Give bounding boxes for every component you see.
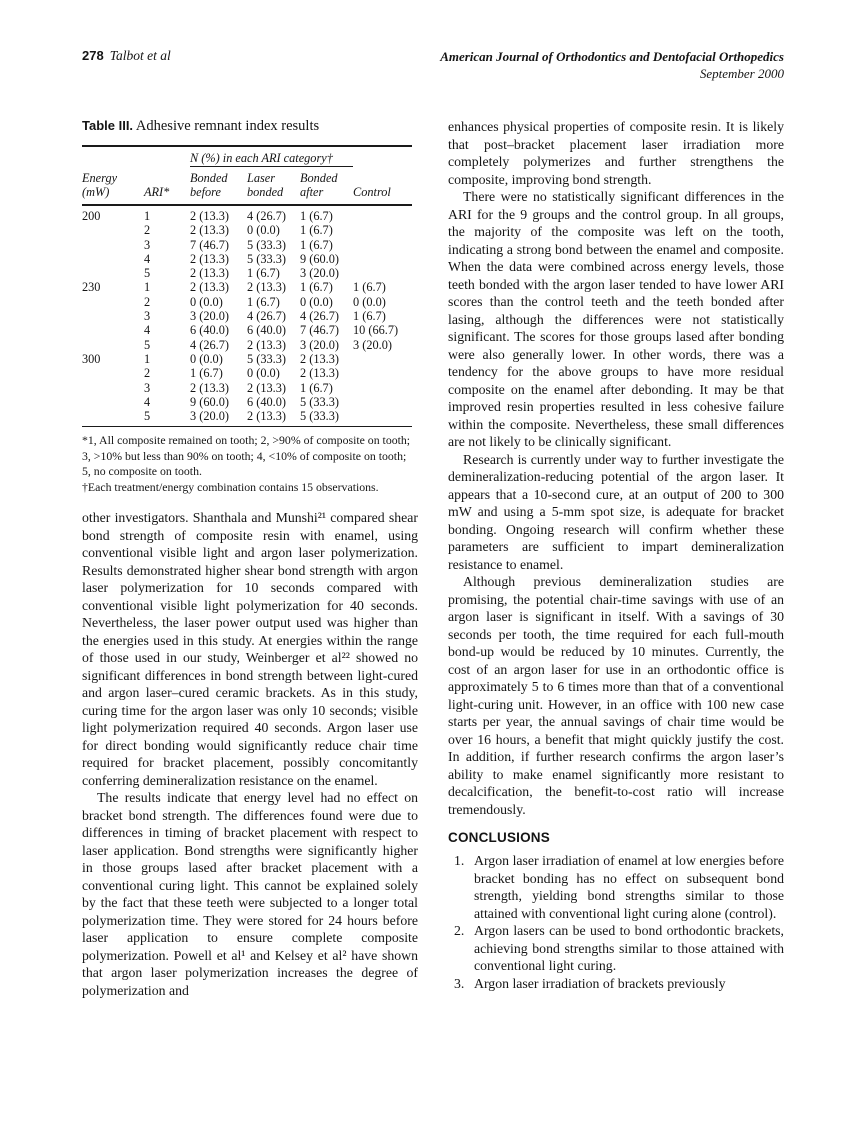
table-row xyxy=(82,295,412,309)
table-row xyxy=(82,309,412,323)
table-cell: 2 xyxy=(144,294,151,309)
table-cell: 230 xyxy=(82,280,101,295)
left-column-text xyxy=(82,509,418,999)
table-cell xyxy=(82,266,144,280)
table-cell: 2 (13.3) xyxy=(300,351,339,366)
table-cell: 2 (13.3) xyxy=(190,223,229,238)
table-cell xyxy=(353,252,412,266)
table-cell: 1 (6.7) xyxy=(300,209,333,223)
table-cell: 5 xyxy=(144,266,151,281)
column-header-laser-bonded: Laser bonded xyxy=(247,167,300,206)
table-cell: 1 (6.7) xyxy=(247,294,280,309)
running-header-left xyxy=(82,48,171,64)
table-cell: 3 (20.0) xyxy=(300,337,339,352)
table-label: Table III. xyxy=(82,118,134,133)
table-row xyxy=(82,280,412,294)
table-cell: 9 (60.0) xyxy=(300,251,339,266)
conclusion-item: Argon laser irradiation of brackets previously xyxy=(474,975,726,991)
table-cell: 0 (0.0) xyxy=(300,294,333,309)
running-header xyxy=(82,48,784,82)
table-cell: 2 (13.3) xyxy=(300,366,339,381)
table-cell: 2 (13.3) xyxy=(190,380,229,395)
conclusions-list xyxy=(448,852,784,992)
table-row xyxy=(82,366,412,380)
page-number: 278 xyxy=(82,48,104,63)
table-cell xyxy=(82,252,144,266)
paragraph: Although previous demineralization studies are promising, the potential chair-time savings with use of an argon laser is significant in itself. With a savings of 30 seconds per tooth, the time required for each full-mouth bond-up would be reduced by 10 minutes. Currently, the cost of an argon laser for use in an orthodontic office is approximately 5 to 6 times more than that of a conventional light-curing unit. However, in an office with 100 new case starts per year, the annual savings of chair time would be over 16 hours, a benefit that might quickly justify the cost. In addition, if further research confirms the argon laser’s ability to make enamel significantly more resistant to decalcification, the benefit-to-cost ratio will increase tremendously. xyxy=(448,574,784,817)
table-row xyxy=(82,338,412,352)
table-row xyxy=(82,409,412,427)
table-cell: 1 (6.7) xyxy=(247,266,280,281)
table-cell: 3 xyxy=(144,309,151,324)
table-cell: 0 (0.0) xyxy=(190,294,223,309)
table-cell: 0 (0.0) xyxy=(190,351,223,366)
table-cell xyxy=(82,395,144,409)
table-cell: 2 (13.3) xyxy=(247,280,286,295)
table-cell xyxy=(82,309,144,323)
conclusions-heading: CONCLUSIONS xyxy=(448,830,550,845)
ari-results-table xyxy=(82,145,412,427)
table-cell: 1 (6.7) xyxy=(190,366,223,381)
paragraph: The results indicate that energy level had no effect on bracket bond strength. The differences found were due to differences in timing of bracket placement with respect to laser application. Bond strengths were significantly higher in those groups lased after bracket placement with a conventional curing light. This cannot be explained solely by the fact that these teeth were subjected to a longer total polymerization time. They were stored for 24 hours before laser application to ensure complete composite polymerization. Powell et al¹ and Kelsey et al² have shown that argon laser polymerization increases the degree of polymerization and xyxy=(82,790,418,998)
column-header-ari: ARI* xyxy=(144,167,190,206)
table-cell: 4 (26.7) xyxy=(300,309,339,324)
table-row xyxy=(82,323,412,337)
table-cell: 2 xyxy=(144,366,151,381)
right-column-text xyxy=(448,118,784,818)
table-cell: 5 xyxy=(144,337,151,352)
table-cell: 5 xyxy=(144,409,190,427)
table-cell: 4 xyxy=(144,323,151,338)
conclusion-item: Argon lasers can be used to bond orthodontic brackets, achieving bond strengths similar to those attained with conventional light curing. xyxy=(474,923,784,973)
table-cell xyxy=(82,338,144,352)
table-cell: 4 xyxy=(144,251,151,266)
table-cell xyxy=(82,323,144,337)
table-cell: 1 (6.7) xyxy=(300,280,333,295)
table-cell: 2 (13.3) xyxy=(247,337,286,352)
table-cell xyxy=(353,395,412,409)
table-cell: 5 (33.3) xyxy=(247,251,286,266)
table-cell: 3 xyxy=(144,380,151,395)
table-cell xyxy=(353,266,412,280)
table-cell: 1 xyxy=(144,280,151,295)
table-cell: 3 (20.0) xyxy=(353,337,392,352)
right-column xyxy=(448,118,784,999)
column-header-control: Control xyxy=(353,167,412,206)
conclusion-item: Argon laser irradiation of enamel at low energies before bracket bonding has no effect on subsequent bond strength, yielding bond strengths similar to those attained with conventional light curing alone (control). xyxy=(474,853,784,921)
left-column xyxy=(82,118,418,999)
paragraph: There were no statistically significant differences in the ARI for the 9 groups and the control group. In all groups, the majority of the composite was left on the tooth, indicating a strong bond between the enamel and composite. When the data were combined across energy levels, those teeth bonded with the argon laser tended to have lower ARI scores than the control teeth and the teeth bonded after lasing, although the differences were not statistically significant. The scores for those groups lased after bonding were also generally lower. In other words, there was a tendency for the above groups to have more residual composite on the enamel after debonding. It may be that improved resin properties resulted in less cohesive failure within the composite. Nevertheless, these small differences are not likely to be clinically significant. xyxy=(448,189,784,449)
table-row xyxy=(82,352,412,366)
table-cell: 9 (60.0) xyxy=(190,394,229,409)
table-cell: 5 (33.3) xyxy=(247,237,286,252)
table-cell xyxy=(353,238,412,252)
table-cell xyxy=(353,352,412,366)
table-cell: 7 (46.7) xyxy=(300,323,339,338)
table-cell: 2 (13.3) xyxy=(190,266,229,281)
table-cell: 2 xyxy=(144,223,151,238)
table-cell: 2 (13.3) xyxy=(190,209,229,223)
table-cell: 3 (20.0) xyxy=(190,309,229,324)
table-cell: 10 (66.7) xyxy=(353,323,399,338)
column-header-row xyxy=(82,167,412,206)
issue-date: September 2000 xyxy=(699,66,784,81)
running-header-right xyxy=(440,48,784,82)
table-caption: Adhesive remnant index results xyxy=(135,118,320,134)
running-authors: Talbot et al xyxy=(109,48,171,63)
column-header-energy: Energy (mW) xyxy=(82,167,144,206)
table-cell xyxy=(82,381,144,395)
table-row xyxy=(82,266,412,280)
two-column-body xyxy=(82,118,784,999)
table-cell: 4 (26.7) xyxy=(190,337,229,352)
table-cell: 1 (6.7) xyxy=(300,380,333,395)
table-cell: 7 (46.7) xyxy=(190,237,229,252)
table-cell: 1 (6.7) xyxy=(300,237,333,252)
table-cell: 0 (0.0) xyxy=(353,294,386,309)
table-row xyxy=(82,381,412,395)
table-cell: 0 (0.0) xyxy=(247,223,280,238)
table-cell: 0 (0.0) xyxy=(247,366,280,381)
table-cell xyxy=(82,409,144,427)
table-cell xyxy=(353,205,412,223)
table-cell xyxy=(353,223,412,237)
table-cell: 2 (13.3) xyxy=(247,409,300,427)
table-cell: 200 xyxy=(82,209,101,223)
table-row xyxy=(82,205,412,223)
table-cell xyxy=(82,366,144,380)
table-cell: 6 (40.0) xyxy=(190,323,229,338)
table-cell: 1 (6.7) xyxy=(353,280,386,295)
table-footnotes xyxy=(82,433,412,495)
table-title xyxy=(82,118,412,135)
table-row xyxy=(82,395,412,409)
table-row xyxy=(82,223,412,237)
paragraph: other investigators. Shanthala and Munshi²¹ compared shear bond strength of composite resin with enamel, using conventional visible light and argon laser polymerization. Results demonstrated higher shear bond strength with argon laser polymerization for 10 seconds compared with conventional visible light polymerization for 40 seconds. Nevertheless, the laser power output used was higher than the energies used in this study. At energies within the range of those used in our study, Weinberger et al²² showed no significant differences in bond strength between light-cured and argon laser–cured ceramic brackets. As in this study, curing time for the argon laser was only 10 seconds; visible light polymerization required 40 seconds. Argon laser use for direct bonding would significantly reduce chair time required for bracket placement, possibly concomitantly conferring demineralization resistance on the enamel. xyxy=(82,510,418,788)
table-cell xyxy=(82,295,144,309)
table-cell: 6 (40.0) xyxy=(247,394,286,409)
footnote: *1, All composite remained on tooth; 2, >90% of composite on tooth; 3, >10% but less than 90% on tooth; 4, <10% of composite on tooth; 5, no composite on tooth. xyxy=(82,433,411,479)
table-cell xyxy=(353,409,412,427)
table-cell: 3 xyxy=(144,237,151,252)
table-cell: 4 xyxy=(144,394,151,409)
table-cell: 6 (40.0) xyxy=(247,323,286,338)
column-header-bonded-after: Bonded after xyxy=(300,167,353,206)
paragraph: Research is currently under way to further investigate the demineralization-reducing potential of the argon laser. It appears that a 10-second cure, at an output of 200 to 300 mW and using a 5-mm spot size, is adequate for bracket bonding. Ongoing research will confirm whether these parameters are sufficient to impart demineralization resistance to enamel. xyxy=(448,451,784,572)
spanner-row xyxy=(82,146,412,167)
table-cell: 1 (6.7) xyxy=(300,223,333,238)
table-cell: 3 (20.0) xyxy=(190,409,247,427)
table-cell: 4 (26.7) xyxy=(247,309,286,324)
table-cell: 1 xyxy=(144,351,151,366)
table-3-block xyxy=(82,118,412,495)
table-cell: 2 (13.3) xyxy=(190,251,229,266)
spanner-heading: N (%) in each ARI category† xyxy=(190,146,353,167)
table-row xyxy=(82,238,412,252)
table-cell: 5 (33.3) xyxy=(300,409,353,427)
table-cell: 2 (13.3) xyxy=(247,380,286,395)
table-cell: 1 (6.7) xyxy=(353,309,386,324)
paragraph: enhances physical properties of composite resin. It is likely that post–bracket placement laser irradiation more completely polymerizes and further strengthens the composite, improving bond strength. xyxy=(448,119,784,187)
table-cell: 5 (33.3) xyxy=(300,394,339,409)
table-cell xyxy=(82,238,144,252)
table-cell: 5 (33.3) xyxy=(247,351,286,366)
table-row xyxy=(82,252,412,266)
table-cell: 2 (13.3) xyxy=(190,280,229,295)
table-cell xyxy=(82,223,144,237)
table-cell: 3 (20.0) xyxy=(300,266,339,281)
table-cell xyxy=(353,366,412,380)
table-cell xyxy=(353,381,412,395)
column-header-bonded-before: Bonded before xyxy=(190,167,247,206)
table-cell: 4 (26.7) xyxy=(247,209,286,223)
journal-title: American Journal of Orthodontics and Dentofacial Orthopedics xyxy=(440,49,784,64)
table-cell: 300 xyxy=(82,351,101,366)
footnote: †Each treatment/energy combination contains 15 observations. xyxy=(82,479,379,494)
table-cell: 1 xyxy=(144,209,151,223)
